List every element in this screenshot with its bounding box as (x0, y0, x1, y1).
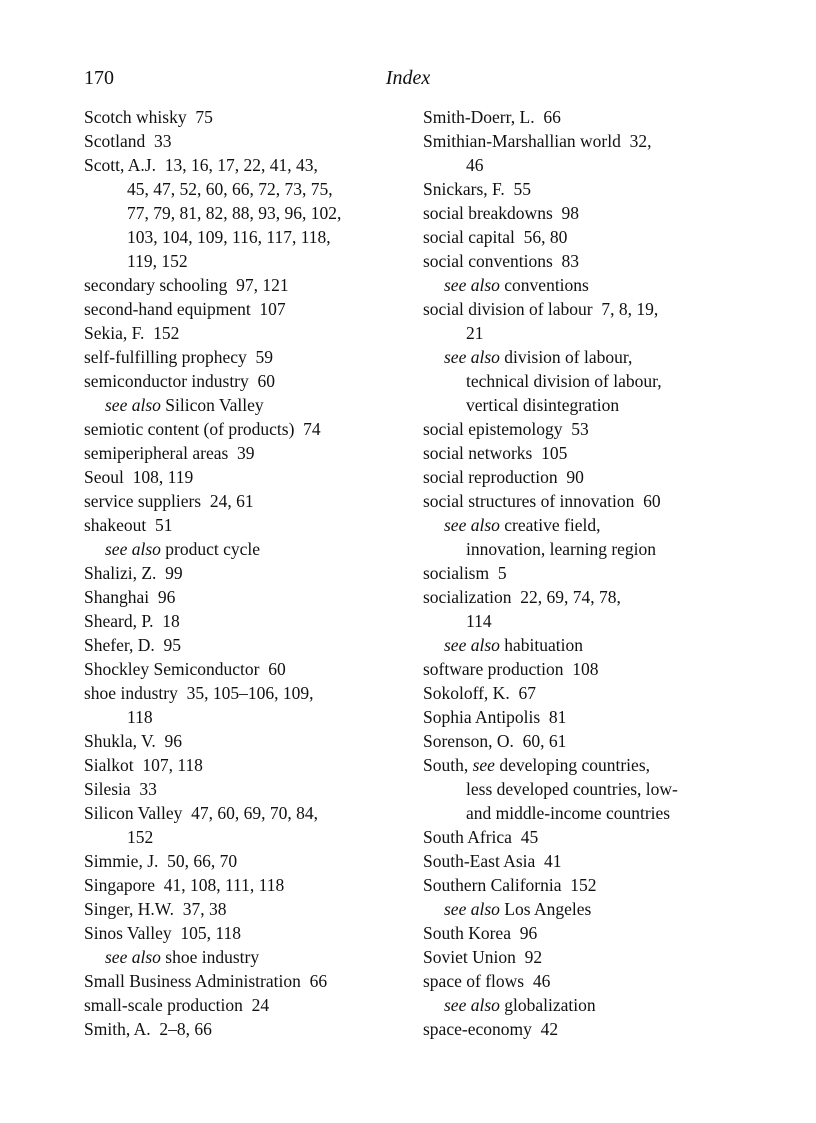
index-entry (84, 801, 341, 825)
index-entry-text: and middle-income countries (466, 803, 671, 823)
index-entry-text: Silicon Valley 47, 60, 69, 70, 84, (84, 803, 318, 823)
index-entry-prefix: South, (423, 755, 473, 775)
index-entry-text: 77, 79, 81, 82, 88, 93, 96, 102, (127, 203, 342, 223)
index-entry (423, 873, 678, 897)
see-also-reference: see also (444, 635, 500, 655)
index-entry-text: social division of labour 7, 8, 19, (423, 299, 659, 319)
index-entry (84, 321, 341, 345)
index-entry-text: social networks 105 (423, 443, 568, 463)
index-entry (84, 897, 341, 921)
index-entry (423, 681, 678, 705)
index-entry (84, 609, 341, 633)
index-subentry (423, 369, 678, 393)
index-entry (423, 249, 678, 273)
index-entry (423, 465, 678, 489)
index-entry (84, 969, 341, 993)
index-subentry (84, 537, 341, 561)
index-entry (84, 129, 341, 153)
index-entry-text: 119, 152 (127, 251, 188, 271)
index-entry (84, 873, 341, 897)
index-entry (84, 465, 341, 489)
index-entry (84, 657, 341, 681)
index-entry-text: product cycle (160, 539, 261, 559)
see-also-reference: see (472, 755, 495, 775)
index-entry (84, 513, 341, 537)
index-entry-text: Sialkot 107, 118 (84, 755, 203, 775)
see-also-reference: see also (444, 995, 500, 1015)
index-entry (423, 417, 678, 441)
index-entry (423, 729, 678, 753)
index-subentry (423, 801, 678, 825)
index-entry (84, 369, 341, 393)
index-entry (423, 297, 678, 321)
see-also-reference: see also (105, 539, 161, 559)
index-entry (423, 585, 678, 609)
index-entry (84, 105, 341, 129)
index-subentry (423, 321, 678, 345)
index-subentry (84, 225, 341, 249)
index-entry-text: developing countries, (494, 755, 650, 775)
index-entry (84, 993, 341, 1017)
index-entry-text: Soviet Union 92 (423, 947, 543, 967)
index-entry-text: innovation, learning region (466, 539, 657, 559)
index-entry-text: semiotic content (of products) 74 (84, 419, 321, 439)
index-entry (423, 1017, 678, 1041)
index-entry-text: software production 108 (423, 659, 599, 679)
index-entry (423, 105, 678, 129)
index-subentry (423, 633, 678, 657)
index-entry-text: Sekia, F. 152 (84, 323, 180, 343)
index-entry (423, 753, 678, 777)
index-entry (84, 297, 341, 321)
index-entry-text: 21 (466, 323, 484, 343)
index-entry (84, 489, 341, 513)
index-subentry (423, 777, 678, 801)
index-subentry (423, 273, 678, 297)
index-entry-text: 118 (127, 707, 153, 727)
index-entry (423, 657, 678, 681)
index-entry-text: South Korea 96 (423, 923, 538, 943)
index-subentry (84, 177, 341, 201)
index-entry (423, 969, 678, 993)
index-entry (84, 921, 341, 945)
index-entry (84, 585, 341, 609)
index-entry-text: social capital 56, 80 (423, 227, 568, 247)
index-entry (84, 345, 341, 369)
index-entry (423, 129, 678, 153)
index-entry-text: Sheard, P. 18 (84, 611, 180, 631)
index-entry-text: Singer, H.W. 37, 38 (84, 899, 227, 919)
index-entry-text: semiconductor industry 60 (84, 371, 276, 391)
index-subentry (423, 993, 678, 1017)
index-entry-text: 103, 104, 109, 116, 117, 118, (127, 227, 331, 247)
index-entry-text: South-East Asia 41 (423, 851, 562, 871)
index-entry (84, 753, 341, 777)
index-entry-text: Southern California 152 (423, 875, 597, 895)
index-column-right (423, 105, 678, 1041)
index-entry-text: Shockley Semiconductor 60 (84, 659, 286, 679)
index-entry (84, 441, 341, 465)
page-number: 170 (84, 67, 114, 89)
index-entry (84, 849, 341, 873)
index-entry-text: Shukla, V. 96 (84, 731, 183, 751)
index-entry-text: division of labour, (499, 347, 633, 367)
index-entry (423, 489, 678, 513)
index-entry (84, 777, 341, 801)
index-entry-text: technical division of labour, (466, 371, 662, 391)
index-entry-text: social epistemology 53 (423, 419, 589, 439)
index-subentry (84, 393, 341, 417)
index-subentry (423, 537, 678, 561)
index-entry-text: globalization (499, 995, 596, 1015)
index-entry (423, 921, 678, 945)
index-subentry (423, 153, 678, 177)
index-entry (423, 825, 678, 849)
index-entry-text: small-scale production 24 (84, 995, 270, 1015)
index-entry-text: Silesia 33 (84, 779, 157, 799)
index-entry-text: Smith-Doerr, L. 66 (423, 107, 561, 127)
index-entry-text: second-hand equipment 107 (84, 299, 286, 319)
see-also-reference: see also (105, 395, 161, 415)
index-entry (423, 441, 678, 465)
index-entry (423, 225, 678, 249)
index-subentry (84, 201, 341, 225)
index-entry-text: 45, 47, 52, 60, 66, 72, 73, 75, (127, 179, 333, 199)
index-entry (84, 561, 341, 585)
index-entry (84, 633, 341, 657)
index-subentry (84, 705, 341, 729)
index-entry-text: social structures of innovation 60 (423, 491, 661, 511)
index-entry (84, 729, 341, 753)
index-entry-text: South Africa 45 (423, 827, 539, 847)
index-entry-text: Shefer, D. 95 (84, 635, 181, 655)
index-entry-text: space-economy 42 (423, 1019, 559, 1039)
index-entry-text: social reproduction 90 (423, 467, 584, 487)
index-entry (84, 417, 341, 441)
index-subentry (84, 945, 341, 969)
index-entry-text: social conventions 83 (423, 251, 580, 271)
index-subentry (84, 825, 341, 849)
index-entry-text: shoe industry 35, 105–106, 109, (84, 683, 314, 703)
index-column-left (84, 105, 341, 1041)
index-entry-text: conventions (499, 275, 589, 295)
index-entry (84, 681, 341, 705)
index-entry-text: Smithian-Marshallian world 32, (423, 131, 652, 151)
index-entry-text: Shalizi, Z. 99 (84, 563, 183, 583)
index-entry (84, 153, 341, 177)
index-subentry (423, 609, 678, 633)
index-entry-text: 152 (127, 827, 154, 847)
index-entry-text: shoe industry (160, 947, 260, 967)
index-subentry (423, 345, 678, 369)
index-entry (423, 705, 678, 729)
index-entry (423, 177, 678, 201)
see-also-reference: see also (444, 515, 500, 535)
index-entry-text: socialism 5 (423, 563, 507, 583)
index-entry-text: 46 (466, 155, 484, 175)
index-entry-text: Shanghai 96 (84, 587, 176, 607)
see-also-reference: see also (105, 947, 161, 967)
index-entry-text: less developed countries, low- (466, 779, 678, 799)
index-entry-text: Scotch whisky 75 (84, 107, 213, 127)
index-entry (84, 273, 341, 297)
index-entry (423, 849, 678, 873)
index-entry-text: Smith, A. 2–8, 66 (84, 1019, 212, 1039)
index-entry-text: Seoul 108, 119 (84, 467, 194, 487)
index-entry-text: Los Angeles (499, 899, 592, 919)
see-also-reference: see also (444, 899, 500, 919)
index-entry-text: creative field, (499, 515, 601, 535)
see-also-reference: see also (444, 347, 500, 367)
index-entry-text: Silicon Valley (160, 395, 264, 415)
index-entry-text: space of flows 46 (423, 971, 551, 991)
index-entry-text: Sinos Valley 105, 118 (84, 923, 242, 943)
index-entry (423, 201, 678, 225)
index-subentry (423, 513, 678, 537)
index-entry-text: Singapore 41, 108, 111, 118 (84, 875, 285, 895)
index-entry-text: 114 (466, 611, 492, 631)
index-entry-text: service suppliers 24, 61 (84, 491, 254, 511)
index-subentry (423, 393, 678, 417)
index-subentry (84, 249, 341, 273)
index-entry-text: Scott, A.J. 13, 16, 17, 22, 41, 43, (84, 155, 318, 175)
index-entry-text: secondary schooling 97, 121 (84, 275, 289, 295)
index-entry-text: semiperipheral areas 39 (84, 443, 255, 463)
index-entry (423, 561, 678, 585)
index-entry-text: Scotland 33 (84, 131, 172, 151)
see-also-reference: see also (444, 275, 500, 295)
index-entry-text: Small Business Administration 66 (84, 971, 328, 991)
index-entry-text: Simmie, J. 50, 66, 70 (84, 851, 238, 871)
index-entry-text: shakeout 51 (84, 515, 173, 535)
index-entry-text: Sorenson, O. 60, 61 (423, 731, 567, 751)
index-entry-text: Sophia Antipolis 81 (423, 707, 567, 727)
index-entry-text: self-fulfilling prophecy 59 (84, 347, 274, 367)
index-entry-text: Snickars, F. 55 (423, 179, 531, 199)
index-entry-text: socialization 22, 69, 74, 78, (423, 587, 621, 607)
index-entry (84, 1017, 341, 1041)
index-entry-text: vertical disintegration (466, 395, 620, 415)
index-entry (423, 945, 678, 969)
index-subentry (423, 897, 678, 921)
index-entry-text: social breakdowns 98 (423, 203, 580, 223)
running-title: Index (385, 67, 431, 89)
index-entry-text: habituation (499, 635, 584, 655)
index-entry-text: Sokoloff, K. 67 (423, 683, 536, 703)
